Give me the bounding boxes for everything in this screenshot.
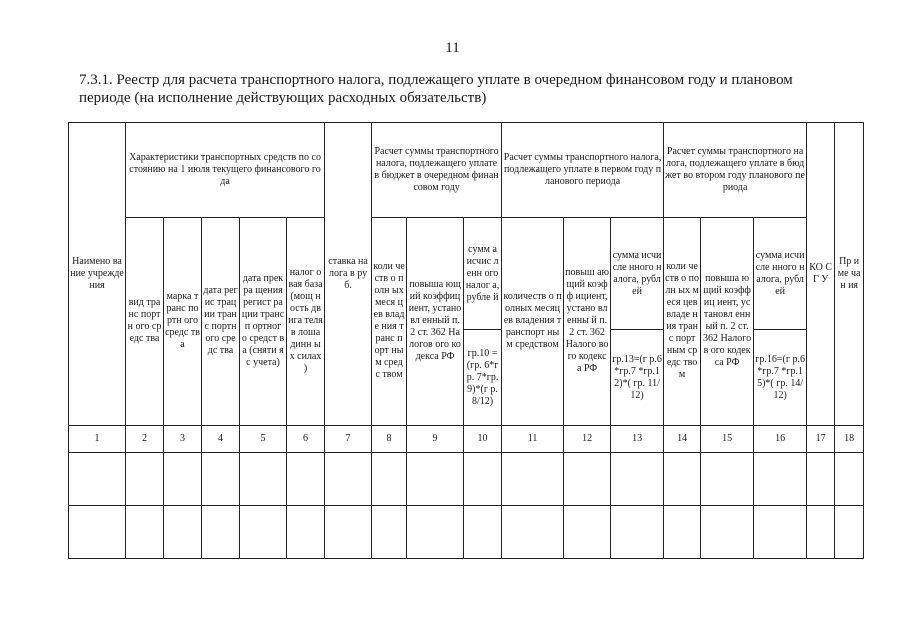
data-cell — [835, 453, 864, 505]
data-cell — [807, 505, 835, 558]
data-cell — [325, 453, 372, 505]
data-cell — [701, 453, 754, 505]
column-number: 16 — [754, 426, 807, 453]
column-number: 17 — [807, 426, 835, 453]
data-cell — [611, 505, 664, 558]
column-number: 2 — [126, 426, 164, 453]
table-row — [69, 453, 864, 505]
header-notes: Пр име чан ия — [835, 123, 864, 426]
page-number: 11 — [445, 40, 460, 56]
data-cell — [807, 453, 835, 505]
data-cell — [611, 453, 664, 505]
column-number: 1 — [69, 426, 126, 453]
column-number: 3 — [164, 426, 202, 453]
data-cell — [287, 505, 325, 558]
header-dereg-date: дата прекра щения регист рации трансп ортног о средст ва (сняти я с учета) — [240, 217, 287, 425]
data-cell — [287, 453, 325, 505]
header-second-coef: повыша ющий коэффиц иент, установл енный п. 2 ст. 362 Налогов ого кодекса РФ — [701, 217, 754, 425]
header-vehicle-type: вид транс портн ого средс тва — [126, 217, 164, 425]
header-next-coef: повыша ющий коэффиц иент, установл енный п. 2 ст. 362 Налогов ого кодекса РФ — [407, 217, 464, 425]
column-number: 13 — [611, 426, 664, 453]
data-cell — [240, 453, 287, 505]
header-first-months: количеств о полных месяцев владения транспорт ным средством — [502, 217, 564, 425]
data-cell — [564, 505, 611, 558]
column-number: 18 — [835, 426, 864, 453]
data-cell — [464, 453, 502, 505]
header-tax-base: налог овая база (мощ ность двига теля в лоша динн ых силах ) — [287, 217, 325, 425]
header-vehicle-brand: марка транс портн ого средс тва — [164, 217, 202, 425]
header-second-sum: сумма исчисле нного налога, рублей — [754, 217, 807, 330]
column-number: 12 — [564, 426, 611, 453]
header-second-year-group: Расчет суммы транспортного налога, подлежащего уплате в бюджет во втором году планового периода — [664, 123, 807, 218]
header-second-formula: гр.16=(г р.6*гр.7 *гр.15)*( гр. 14/12) — [754, 330, 807, 426]
header-second-months: коли честв о полн ых меся цев владе ния транс порт ным средс твом — [664, 217, 701, 425]
header-first-year-group: Расчет суммы транспортного налога, подлежащего уплате в первом году планового периода — [502, 123, 664, 218]
data-cell — [701, 505, 754, 558]
data-cell — [407, 505, 464, 558]
header-institution: Наимено вание учрежде ния — [69, 123, 126, 426]
data-cell — [754, 453, 807, 505]
column-number: 6 — [287, 426, 325, 453]
data-cell — [372, 505, 407, 558]
header-first-sum: сумма исчисле нного налога, рублей — [611, 217, 664, 330]
column-number: 8 — [372, 426, 407, 453]
column-number: 11 — [502, 426, 564, 453]
data-cell — [502, 453, 564, 505]
header-reg-date: дата регис трации транс портн ого средс тва — [202, 217, 240, 425]
registry-table — [68, 122, 864, 559]
page-title: 7.3.1. Реестр для расчета транспортного налога, подлежащего уплате в очередном финансовом году и плановом периоде (на исполнение действующих расходных обязательств) — [79, 72, 793, 106]
header-kosgu: КО СГ У — [807, 123, 835, 426]
header-tax-rate: ставка налога в руб. — [325, 123, 372, 426]
column-number: 9 — [407, 426, 464, 453]
data-cell — [754, 505, 807, 558]
column-number: 4 — [202, 426, 240, 453]
header-next-months: коли честв о полн ых меся цев владе ния транс порт ным средс твом — [372, 217, 407, 425]
header-first-formula: гр.13=(г р.6*гр.7 *гр.12)*( гр. 11/12) — [611, 330, 664, 426]
data-cell — [164, 453, 202, 505]
data-cell — [664, 453, 701, 505]
column-number: 15 — [701, 426, 754, 453]
data-cell — [164, 505, 202, 558]
data-cell — [502, 505, 564, 558]
table-row — [69, 505, 864, 558]
data-cell — [69, 453, 126, 505]
data-cell — [407, 453, 464, 505]
data-cell — [126, 453, 164, 505]
data-cell — [69, 505, 126, 558]
data-cell — [835, 505, 864, 558]
data-cell — [372, 453, 407, 505]
data-cell — [664, 505, 701, 558]
column-number: 7 — [325, 426, 372, 453]
data-cell — [202, 505, 240, 558]
data-cell — [325, 505, 372, 558]
column-number: 10 — [464, 426, 502, 453]
data-cell — [464, 505, 502, 558]
column-number: 5 — [240, 426, 287, 453]
header-vehicle-group: Характеристики транспортных средств по состоянию на 1 июля текущего финансового года — [126, 123, 325, 218]
header-first-coef: повыш ающий коэфф ициент, устано вленны й п. 2 ст. 362 Налого вого кодекс а РФ — [564, 217, 611, 425]
data-cell — [564, 453, 611, 505]
header-next-sum: сумм а исчис ленн ого налог а, рубле й — [464, 217, 502, 330]
header-next-formula: гр.10 =(гр. 6*гр. 7*гр. 9)*(г р. 8/12) — [464, 330, 502, 426]
data-cell — [202, 453, 240, 505]
data-cell — [240, 505, 287, 558]
header-next-year-group: Расчет суммы транспортного налога, подлежащего уплате в бюджет в очередном финансовом году — [372, 123, 502, 218]
column-number: 14 — [664, 426, 701, 453]
column-number-row — [69, 426, 864, 453]
data-cell — [126, 505, 164, 558]
